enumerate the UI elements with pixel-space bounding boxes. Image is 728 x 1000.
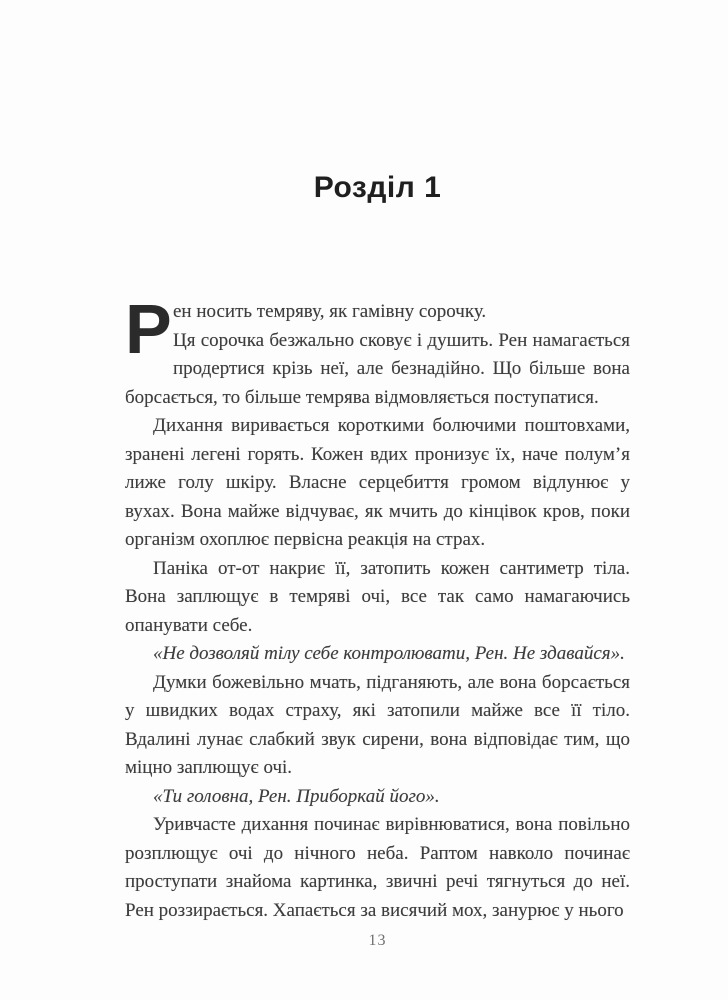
paragraph: Дихання виривається короткими болючими поштовхами, зранені легені горять. Кожен вдих пронизує їх, наче полум’я лиже голу шкіру. Власне серцебиття громом відлунює у вухах. Вона майже відчуває, як мчить до кінцівок кров, поки організм охоплює первісна реакція на страх. (125, 415, 630, 550)
chapter-heading: Розділ 1 (313, 171, 442, 204)
paragraph: Уривчасте дихання починає вирівнюватися, вона повільно розплющує очі до нічного неба. Раптом навколо починає проступати знайома картинка, звичні речі тягнуться до неї. Рен роззирається. Хапається за висячий мох, занурює у нього (125, 814, 630, 921)
page-number: 13 (368, 932, 387, 949)
paragraph: Думки божевільно мчать, підганяють, але вона борсається у швидких водах страху, які затопили майже все її тіло. Вдалині лунає слабкий звук сирени, вона відповідає тим, що міцно заплющує очі. (125, 671, 630, 778)
paragraph: Паніка от-от накриє її, затопить кожен сантиметр тіла. Вона заплющує в темряві очі, все так само намагаючись опанувати себе. (125, 557, 630, 636)
paragraph: Ця сорочка безжально сковує і душить. Рен намагається продертися крізь неї, але безнадійно. Що більше вона борсається, то більше темрява відмовляється поступатися. (125, 329, 630, 408)
quote-paragraph: «Ти головна, Рен. Приборкай його». (153, 785, 440, 807)
paragraph-dropcap-line: ен носить темряву, як гамівну сорочку. (173, 301, 487, 322)
body-text (125, 290, 630, 925)
dropcap-letter: Р (125, 290, 172, 368)
quote-paragraph: «Не дозволяй тілу себе контролювати, Рен. Не здавайся». (153, 643, 625, 664)
